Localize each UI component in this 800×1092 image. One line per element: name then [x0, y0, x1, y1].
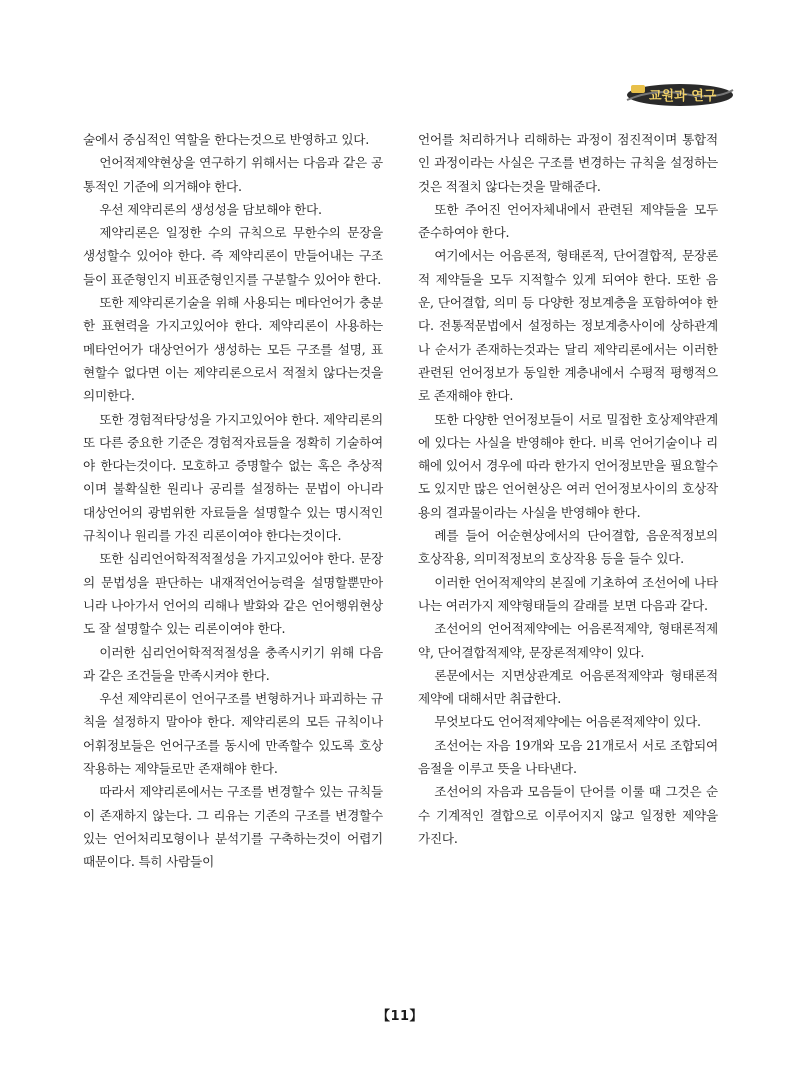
paragraph: 조선어의 자음과 모음들이 단어를 이룰 때 그것은 순수 기계적인 결합으로 이루어지지 않고 일정한 제약을 가진다. [418, 784, 718, 846]
logo-text: 교원과 연구 [649, 89, 717, 104]
paragraph: 무엇보다도 언어적제약에는 어음론적제약이 있다. [434, 714, 701, 730]
paragraph: 우선 제약리론이 언어구조를 변형하거나 파괴하는 규칙을 설정하지 말아야 한다. 제약리론의 모든 규칙이나 어휘정보들은 언어구조를 동시에 만족할수 있도록 호상작용하는 제약들로만 존재해야 한다. [83, 691, 383, 777]
paragraph: 또한 제약리론기술을 위해 사용되는 메타언어가 충분한 표현력을 가지고있어야 한다. 제약리론이 사용하는 메타언어가 대상언어가 생성하는 모든 구조를 설명, 표현할수 없다면 이는 제약리론으로서 적절치 않다는것을 의미한다. [83, 295, 383, 404]
journal-logo [625, 80, 735, 108]
paragraph: 이러한 언어적제약의 본질에 기초하여 조선어에 나타나는 여러가지 제약형태들의 갈래를 보면 다음과 같다. [418, 574, 718, 613]
paragraph: 제약리론은 일정한 수의 규칙으로 무한수의 문장을 생성할수 있어야 한다. 즉 제약리론이 만들어내는 구조들이 표준형인지 비표준형인지를 구분할수 있어야 한다. [83, 225, 383, 287]
right-column [418, 128, 718, 850]
left-column [83, 128, 383, 874]
paragraph: 또한 경험적타당성을 가지고있어야 한다. 제약리론의 또 다른 중요한 기준은 경험적자료들을 정확히 기술하여야 한다는것이다. 모호하고 증명할수 없는 혹은 추상적이며 불확실한 원리나 공리를 설정하는 문법이 아니라 대상언어의 광범위한 자료들을 설명할수 있는 명시적인 규칙이나 원리를 가진 리론이여야 한다는것이다. [83, 411, 383, 544]
paragraph: 례를 들어 어순현상에서의 단어결합, 음운적정보의 호상작용, 의미적정보의 호상작용 등을 들수 있다. [418, 528, 718, 567]
paragraph: 또한 심리언어학적적절성을 가지고있어야 한다. 문장의 문법성을 판단하는 내재적언어능력을 설명할뿐만아니라 나아가서 언어의 리해나 발화와 같은 언어행위현상도 잘 설명할수 있는 리론이여야 한다. [83, 551, 383, 637]
journal-logo-icon [625, 80, 735, 108]
paragraph: 따라서 제약리론에서는 구조를 변경할수 있는 규칙들이 존재하지 않는다. 그 리유는 기존의 구조를 변경할수 있는 언어처리모형이나 분석기를 구축하는것이 어렵기때문이다. 특히 사람들이 [83, 784, 383, 870]
page-number: 【11】 [376, 1009, 424, 1024]
paragraph: 조선어는 자음 19개와 모음 21개로서 서로 조합되여 음절을 이루고 뜻을 나타낸다. [418, 737, 718, 777]
paragraph: 조선어의 언어적제약에는 어음론적제약, 형태론적제약, 단어결합적제약, 문장론적제약이 있다. [418, 621, 718, 660]
paragraph: 언어적제약현상을 연구하기 위해서는 다음과 같은 공통적인 기준에 의거해야 한다. [83, 155, 383, 194]
paragraph: 또한 다양한 언어정보들이 서로 밀접한 호상제약관계에 있다는 사실을 반영해야 한다. 비록 언어기술이나 리해에 있어서 경우에 따라 한가지 언어정보만을 필요할수도 있지만 많은 언어현상은 여러 언어정보사이의 호상작용의 결과물이라는 사실을 반영해야 한다. [418, 411, 718, 520]
paragraph: 또한 주어진 언어자체내에서 관련된 제약들을 모두 준수하여야 한다. [418, 201, 718, 241]
paragraph: 여기에서는 어음론적, 형태론적, 단어결합적, 문장론적 제약들을 모두 지적할수 있게 되여야 한다. 또한 음운, 단어결합, 의미 등 다양한 정보계층을 포함하여야 한다. 전통적문법에서 설정하는 정보계층사이에 상하관계나 순서가 존재하는것과는 달리 제약리론에서는 이러한 관련된 언어정보가 동일한 계층내에서 수평적 평행적으로 존재해야 한다. [418, 248, 718, 404]
paragraph: 이러한 심리언어학적적절성을 충족시키기 위해 다음과 같은 조건들을 만족시켜야 한다. [83, 644, 383, 683]
paragraph: 론문에서는 지면상관계로 어음론적제약과 형태론적제약에 대해서만 취급한다. [418, 667, 718, 707]
paragraph: 술에서 중심적인 역할을 한다는것으로 반영하고 있다. [83, 132, 370, 147]
paragraph: 언어를 처리하거나 리해하는 과정이 점진적이며 통합적인 과정이라는 사실은 구조를 변경하는 규칙을 설정하는것은 적절치 않다는것을 말해준다. [418, 132, 718, 194]
paragraph: 우선 제약리론의 생성성을 담보해야 한다. [99, 201, 322, 217]
